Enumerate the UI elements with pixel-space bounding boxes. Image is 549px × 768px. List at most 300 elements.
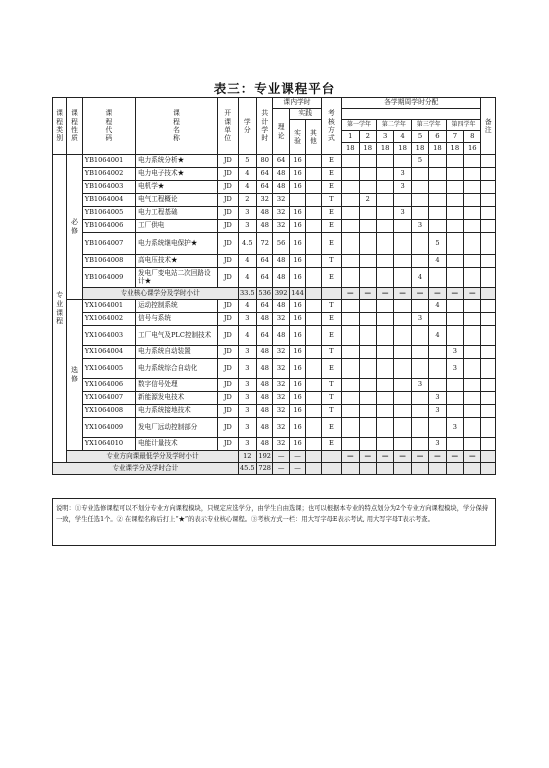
subtotal-term-8: — (464, 451, 481, 463)
course-credit: 3 (238, 392, 256, 405)
course-other (306, 405, 321, 418)
course-credit: 4 (238, 255, 256, 268)
subtotal-term-5: — (411, 451, 428, 463)
course-theory: 48 (273, 181, 289, 194)
course-dept: JD (218, 405, 239, 418)
course-term-6 (429, 313, 446, 326)
course-term-7 (446, 233, 463, 255)
course-term-8 (464, 268, 481, 288)
course-term-8 (464, 155, 481, 168)
table-row (53, 194, 496, 207)
course-term-7 (446, 220, 463, 233)
course-term-4 (394, 359, 411, 379)
course-assess: T (321, 300, 342, 313)
course-code: YB1064003 (82, 181, 135, 194)
course-term-5 (411, 438, 428, 451)
course-term-2 (359, 207, 376, 220)
course-term-4: 3 (394, 207, 411, 220)
course-term-5 (411, 405, 428, 418)
course-remark (481, 155, 496, 168)
course-theory: 48 (273, 268, 289, 288)
table-row (53, 405, 496, 418)
course-other (306, 346, 321, 359)
course-assess: T (321, 255, 342, 268)
course-term-2 (359, 359, 376, 379)
course-term-3 (376, 300, 393, 313)
course-name: 运动控制系统 (136, 300, 218, 313)
course-term-6 (429, 418, 446, 438)
course-assess: E (321, 220, 342, 233)
course-other (306, 359, 321, 379)
course-term-1 (342, 168, 359, 181)
course-assess: E (321, 313, 342, 326)
course-term-8 (464, 418, 481, 438)
course-assess: E (321, 233, 342, 255)
course-total: 48 (257, 379, 273, 392)
course-term-2 (359, 168, 376, 181)
course-theory: 32 (273, 194, 289, 207)
course-credit: 3 (238, 418, 256, 438)
subtotal-term-6: — (429, 288, 446, 300)
course-assess: T (321, 194, 342, 207)
course-term-1 (342, 379, 359, 392)
course-theory: 48 (273, 255, 289, 268)
course-remark (481, 392, 496, 405)
course-theory: 48 (273, 300, 289, 313)
course-term-4: 3 (394, 181, 411, 194)
course-dept: JD (218, 255, 239, 268)
course-term-1 (342, 181, 359, 194)
course-term-6 (429, 346, 446, 359)
course-other (306, 220, 321, 233)
course-term-5 (411, 392, 428, 405)
course-term-4 (394, 326, 411, 346)
subtotal-assess (321, 451, 342, 463)
course-theory: 64 (273, 155, 289, 168)
grand-total-term-8 (464, 463, 481, 475)
subtotal-term-3: — (376, 288, 393, 300)
header-week-6: 18 (429, 143, 446, 155)
course-term-6: 4 (429, 255, 446, 268)
course-term-1 (342, 418, 359, 438)
course-code: YX1064010 (82, 438, 135, 451)
course-term-7 (446, 405, 463, 418)
course-name: 新能源发电技术 (136, 392, 218, 405)
course-theory: 32 (273, 359, 289, 379)
course-term-7 (446, 255, 463, 268)
course-term-8 (464, 392, 481, 405)
course-theory: 32 (273, 392, 289, 405)
course-code: YB1064007 (82, 233, 135, 255)
course-assess: E (321, 268, 342, 288)
course-exp: 16 (289, 438, 305, 451)
course-total: 48 (257, 405, 273, 418)
table-row (53, 300, 496, 313)
course-term-4 (394, 313, 411, 326)
course-name: 电机学★ (136, 181, 218, 194)
course-term-5: 3 (411, 220, 428, 233)
course-term-6 (429, 207, 446, 220)
course-theory: 56 (273, 233, 289, 255)
header-week-7: 18 (446, 143, 463, 155)
course-total: 64 (257, 255, 273, 268)
table-row (53, 155, 496, 168)
course-term-6 (429, 359, 446, 379)
course-term-7: 3 (446, 418, 463, 438)
course-term-2 (359, 255, 376, 268)
course-other (306, 392, 321, 405)
course-dept: JD (218, 268, 239, 288)
course-code: YB1064009 (82, 268, 135, 288)
course-code: YB1064005 (82, 207, 135, 220)
header-in-class: 课内学时 (273, 98, 321, 109)
course-term-5 (411, 346, 428, 359)
grand-total-other (306, 463, 321, 475)
course-term-8 (464, 379, 481, 392)
course-theory: 32 (273, 379, 289, 392)
course-name: 电能计量技术 (136, 438, 218, 451)
table-row (53, 438, 496, 451)
course-exp: 16 (289, 379, 305, 392)
course-credit: 4 (238, 300, 256, 313)
subtotal-term-3: — (376, 451, 393, 463)
course-credit: 3 (238, 313, 256, 326)
subtotal-term-2: — (359, 451, 376, 463)
grand-total-assess (321, 463, 342, 475)
required-label: 必 修 (67, 155, 82, 300)
header-week-3: 18 (376, 143, 393, 155)
subtotal-row (53, 288, 496, 300)
subtotal-row (53, 451, 496, 463)
grand-total-term-3 (376, 463, 393, 475)
course-term-3 (376, 418, 393, 438)
subtotal-theory: 392 (273, 288, 289, 300)
course-remark (481, 359, 496, 379)
course-code: YB1064006 (82, 220, 135, 233)
course-dept: JD (218, 438, 239, 451)
course-term-1 (342, 326, 359, 346)
course-term-3 (376, 359, 393, 379)
course-remark (481, 220, 496, 233)
course-theory: 48 (273, 168, 289, 181)
course-dept: JD (218, 194, 239, 207)
course-term-5: 3 (411, 313, 428, 326)
subtotal-remark (481, 288, 496, 300)
course-term-7 (446, 392, 463, 405)
subtotal-label: 专业方向课最低学分及学时小计 (67, 451, 238, 463)
course-other (306, 268, 321, 288)
course-term-5 (411, 255, 428, 268)
course-exp: 16 (289, 220, 305, 233)
course-assess: T (321, 346, 342, 359)
course-term-8 (464, 359, 481, 379)
course-assess: E (321, 326, 342, 346)
course-dept: JD (218, 300, 239, 313)
header-exp: 实 验 (289, 120, 305, 155)
subtotal-assess (321, 288, 342, 300)
course-term-7 (446, 168, 463, 181)
course-term-2 (359, 155, 376, 168)
header-remark: 备 注 (481, 98, 496, 155)
subtotal-label: 专业核心课学分及学时小计 (82, 288, 238, 300)
header-other: 其 他 (306, 120, 321, 155)
course-exp: 16 (289, 255, 305, 268)
course-credit: 4 (238, 326, 256, 346)
course-credit: 4.5 (238, 233, 256, 255)
course-term-1 (342, 268, 359, 288)
grand-total-term-2 (359, 463, 376, 475)
course-dept: JD (218, 181, 239, 194)
table-row (53, 207, 496, 220)
course-name: 电力工程基础 (136, 207, 218, 220)
course-total: 80 (257, 155, 273, 168)
grand-total-label: 专业课学分及学时合计 (53, 463, 239, 475)
course-term-7 (446, 326, 463, 346)
header-theory: 理 论 (273, 109, 289, 155)
course-code: YX1064005 (82, 359, 135, 379)
course-term-6 (429, 379, 446, 392)
course-term-3 (376, 181, 393, 194)
course-name: 电气工程概论 (136, 194, 218, 207)
course-remark (481, 207, 496, 220)
course-term-8 (464, 233, 481, 255)
course-term-7 (446, 207, 463, 220)
course-remark (481, 233, 496, 255)
course-code: YX1064004 (82, 346, 135, 359)
course-term-4 (394, 194, 411, 207)
header-year-1: 第一学年 (342, 120, 377, 131)
course-total: 32 (257, 194, 273, 207)
subtotal-other (306, 288, 321, 300)
course-exp: 16 (289, 405, 305, 418)
course-other (306, 168, 321, 181)
course-assess: T (321, 392, 342, 405)
course-term-1 (342, 346, 359, 359)
course-credit: 3 (238, 346, 256, 359)
course-name: 工厂供电 (136, 220, 218, 233)
header-week-1: 18 (342, 143, 359, 155)
course-total: 48 (257, 220, 273, 233)
header-year-4: 第四学年 (446, 120, 481, 131)
table-row (53, 268, 496, 288)
course-exp: 16 (289, 168, 305, 181)
header-nature: 课 程 性 质 (67, 98, 82, 155)
course-other (306, 438, 321, 451)
course-credit: 3 (238, 220, 256, 233)
course-term-3 (376, 233, 393, 255)
course-term-4 (394, 268, 411, 288)
course-total: 48 (257, 392, 273, 405)
course-term-5: 3 (411, 379, 428, 392)
course-term-6: 3 (429, 392, 446, 405)
course-assess: E (321, 438, 342, 451)
course-term-6 (429, 168, 446, 181)
course-term-8 (464, 346, 481, 359)
course-other (306, 326, 321, 346)
course-other (306, 300, 321, 313)
course-term-3 (376, 220, 393, 233)
subtotal-exp: — (289, 451, 305, 463)
grand-total-term-6 (429, 463, 446, 475)
course-dept: JD (218, 359, 239, 379)
course-term-1 (342, 255, 359, 268)
course-theory: 32 (273, 418, 289, 438)
course-assess: T (321, 379, 342, 392)
course-dept: JD (218, 155, 239, 168)
course-term-2 (359, 346, 376, 359)
course-term-7 (446, 194, 463, 207)
header-week-2: 18 (359, 143, 376, 155)
table-row (53, 359, 496, 379)
subtotal-exp: 144 (289, 288, 305, 300)
grand-total-term-5 (411, 463, 428, 475)
course-credit: 3 (238, 438, 256, 451)
course-term-1 (342, 233, 359, 255)
course-remark (481, 326, 496, 346)
course-code: YX1064002 (82, 313, 135, 326)
course-term-8 (464, 181, 481, 194)
table-row (53, 313, 496, 326)
course-other (306, 181, 321, 194)
course-other (306, 155, 321, 168)
course-term-2 (359, 233, 376, 255)
table-row (53, 418, 496, 438)
course-term-7 (446, 300, 463, 313)
course-term-2 (359, 392, 376, 405)
course-term-6: 4 (429, 300, 446, 313)
course-dept: JD (218, 207, 239, 220)
course-dept: JD (218, 220, 239, 233)
header-term-5: 5 (411, 131, 428, 143)
course-name: 发电厂变电站二次回路设计★ (136, 268, 218, 288)
course-term-1 (342, 405, 359, 418)
course-assess: E (321, 359, 342, 379)
course-term-2 (359, 418, 376, 438)
course-code: YX1064003 (82, 326, 135, 346)
course-exp: 16 (289, 326, 305, 346)
grand-total-term-1 (342, 463, 359, 475)
course-dept: JD (218, 233, 239, 255)
course-credit: 3 (238, 379, 256, 392)
course-term-5 (411, 300, 428, 313)
course-term-4 (394, 220, 411, 233)
grand-total-remark (481, 463, 496, 475)
course-theory: 32 (273, 405, 289, 418)
course-exp: 16 (289, 181, 305, 194)
course-assess: E (321, 168, 342, 181)
course-term-2 (359, 405, 376, 418)
course-term-3 (376, 255, 393, 268)
course-term-1 (342, 194, 359, 207)
course-dept: JD (218, 326, 239, 346)
course-total: 48 (257, 418, 273, 438)
course-term-5 (411, 181, 428, 194)
course-exp: 16 (289, 359, 305, 379)
course-code: YX1064009 (82, 418, 135, 438)
table-row (53, 326, 496, 346)
course-theory: 32 (273, 207, 289, 220)
elective-label: 选 修 (67, 300, 82, 451)
subtotal-term-7: — (446, 288, 463, 300)
course-code: YX1064007 (82, 392, 135, 405)
course-term-4 (394, 255, 411, 268)
course-term-3 (376, 268, 393, 288)
course-term-6 (429, 194, 446, 207)
course-exp: 16 (289, 233, 305, 255)
course-credit: 5 (238, 155, 256, 168)
course-name: 电力系统综合自动化 (136, 359, 218, 379)
course-term-4 (394, 379, 411, 392)
course-total: 72 (257, 233, 273, 255)
header-practice: 实践 (289, 109, 321, 120)
course-term-4 (394, 346, 411, 359)
table-row (53, 346, 496, 359)
header-name: 课 程 名 称 (136, 98, 218, 155)
course-term-3 (376, 155, 393, 168)
course-term-3 (376, 438, 393, 451)
course-term-5 (411, 418, 428, 438)
subtotal-total: 536 (257, 288, 273, 300)
course-exp: 16 (289, 313, 305, 326)
course-term-1 (342, 300, 359, 313)
course-total: 64 (257, 168, 273, 181)
course-remark (481, 346, 496, 359)
course-theory: 48 (273, 326, 289, 346)
course-other (306, 194, 321, 207)
course-exp: 16 (289, 268, 305, 288)
course-remark (481, 194, 496, 207)
table-row (53, 255, 496, 268)
course-remark (481, 300, 496, 313)
course-term-2 (359, 220, 376, 233)
course-term-1 (342, 155, 359, 168)
course-term-8 (464, 220, 481, 233)
course-code: YB1064002 (82, 168, 135, 181)
course-assess: E (321, 207, 342, 220)
grand-total-total: 728 (257, 463, 273, 475)
subtotal-theory: — (273, 451, 289, 463)
course-term-7: 3 (446, 346, 463, 359)
course-total: 48 (257, 346, 273, 359)
course-term-6 (429, 155, 446, 168)
header-credit: 学 分 (238, 98, 256, 155)
subtotal-remark (481, 451, 496, 463)
course-name: 高电压技术★ (136, 255, 218, 268)
subtotal-term-8: — (464, 288, 481, 300)
course-term-6 (429, 220, 446, 233)
course-term-8 (464, 194, 481, 207)
header-dist: 各学期周学时分配 (342, 98, 481, 109)
course-term-8 (464, 326, 481, 346)
course-term-8 (464, 438, 481, 451)
course-theory: 32 (273, 438, 289, 451)
course-other (306, 418, 321, 438)
course-name: 电力系统分析★ (136, 155, 218, 168)
course-term-1 (342, 392, 359, 405)
header-code: 课 程 代 码 (82, 98, 135, 155)
header-term-1: 1 (342, 131, 359, 143)
course-dept: JD (218, 392, 239, 405)
course-term-6: 3 (429, 438, 446, 451)
course-code: YB1064001 (82, 155, 135, 168)
course-term-5 (411, 207, 428, 220)
course-term-7 (446, 313, 463, 326)
course-term-8 (464, 300, 481, 313)
course-term-5 (411, 233, 428, 255)
course-table (52, 97, 496, 475)
course-term-3 (376, 313, 393, 326)
header-dept: 开 课 单 位 (218, 98, 239, 155)
